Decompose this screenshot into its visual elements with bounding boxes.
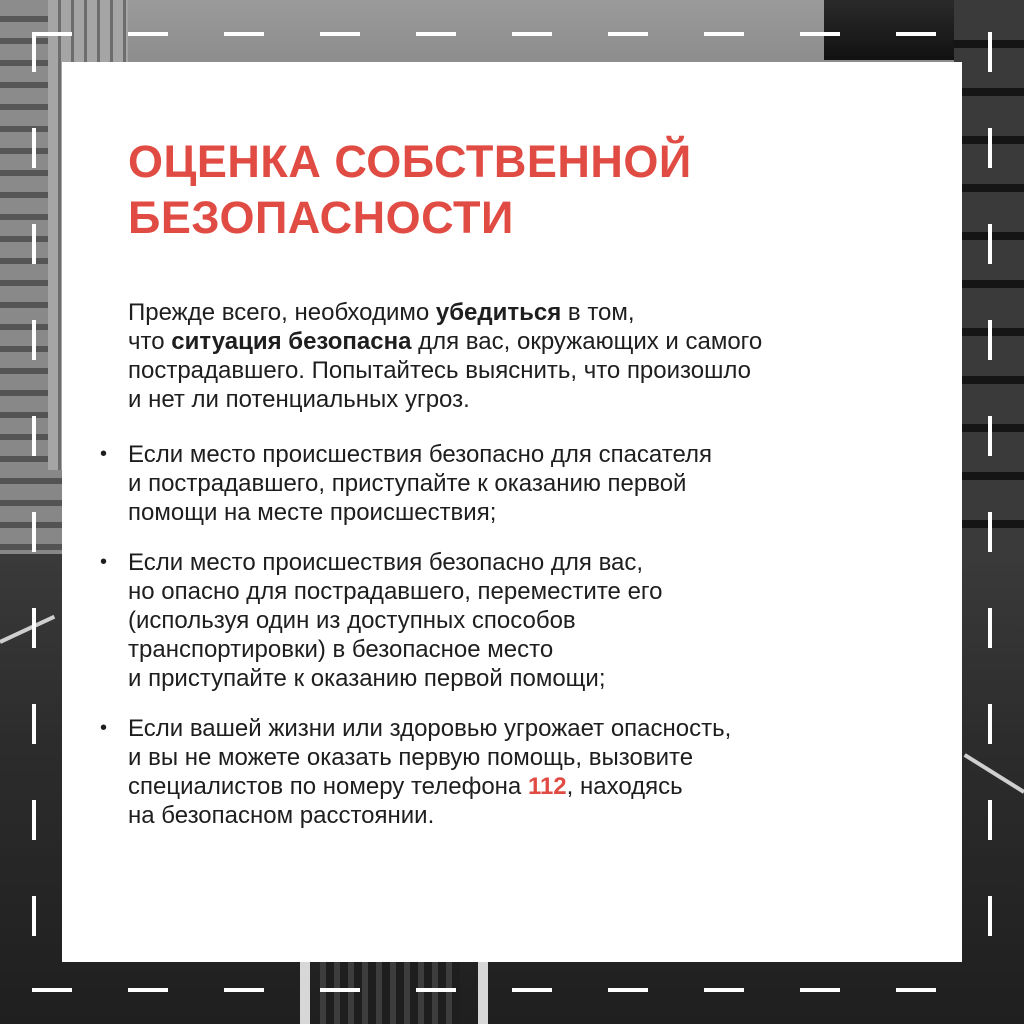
item-line: и приступайте к оказанию первой помощи;: [128, 665, 606, 692]
frame-edge-top: [32, 32, 992, 36]
item-line: Если место происшествия безопасно для вас,: [128, 549, 644, 576]
title-line: ОЦЕНКА СОБСТВЕННОЙ: [128, 136, 692, 187]
item-text: специалистов по номеру телефона: [128, 773, 528, 800]
phone-number: 112: [527, 773, 567, 800]
item-line: но опасно для пострадавшего, переместите его: [128, 578, 663, 605]
intro-paragraph: [128, 298, 902, 414]
list-item: [100, 714, 902, 830]
bullet-icon: •: [100, 443, 108, 465]
item-line: Если вашей жизни или здоровью угрожает опасность,: [128, 715, 732, 742]
intro-text: в том,: [561, 299, 635, 326]
item-line: помощи на месте происшествия;: [128, 499, 497, 526]
intro-emphasis: убедиться: [435, 299, 562, 326]
content-card: [62, 62, 962, 962]
title-line: БЕЗОПАСНОСТИ: [128, 192, 514, 243]
item-line: транспортировки) в безопасное место: [128, 636, 554, 663]
intro-emphasis: ситуация безопасна: [171, 328, 412, 355]
intro-line: [128, 327, 902, 356]
item-text: , находясь: [566, 773, 683, 800]
item-line: Если место происшествия безопасно для спасателя: [128, 441, 713, 468]
intro-line: пострадавшего. Попытайтесь выяснить, что произошло: [128, 357, 751, 384]
intro-text: для вас, окружающих и самого: [411, 328, 763, 355]
frame-edge-bottom: [32, 988, 992, 992]
item-line: (используя один из доступных способов: [128, 607, 576, 634]
item-line: и вы не можете оказать первую помощь, вызовите: [128, 744, 694, 771]
bullet-icon: •: [100, 717, 108, 739]
intro-text: Прежде всего, необходимо: [128, 299, 436, 326]
frame-edge-right: [988, 32, 992, 992]
list-item: [100, 548, 902, 693]
page-title: [128, 134, 902, 246]
item-line: [128, 772, 902, 801]
list-item: [100, 440, 902, 527]
intro-text: что: [128, 328, 172, 355]
frame-edge-left: [32, 32, 36, 992]
bullet-icon: •: [100, 551, 108, 573]
bullet-list: [100, 440, 902, 830]
intro-line: [128, 298, 902, 327]
intro-line: и нет ли потенциальных угроз.: [128, 386, 470, 413]
item-line: на безопасном расстоянии.: [128, 802, 435, 829]
item-line: и пострадавшего, приступайте к оказанию первой: [128, 470, 687, 497]
